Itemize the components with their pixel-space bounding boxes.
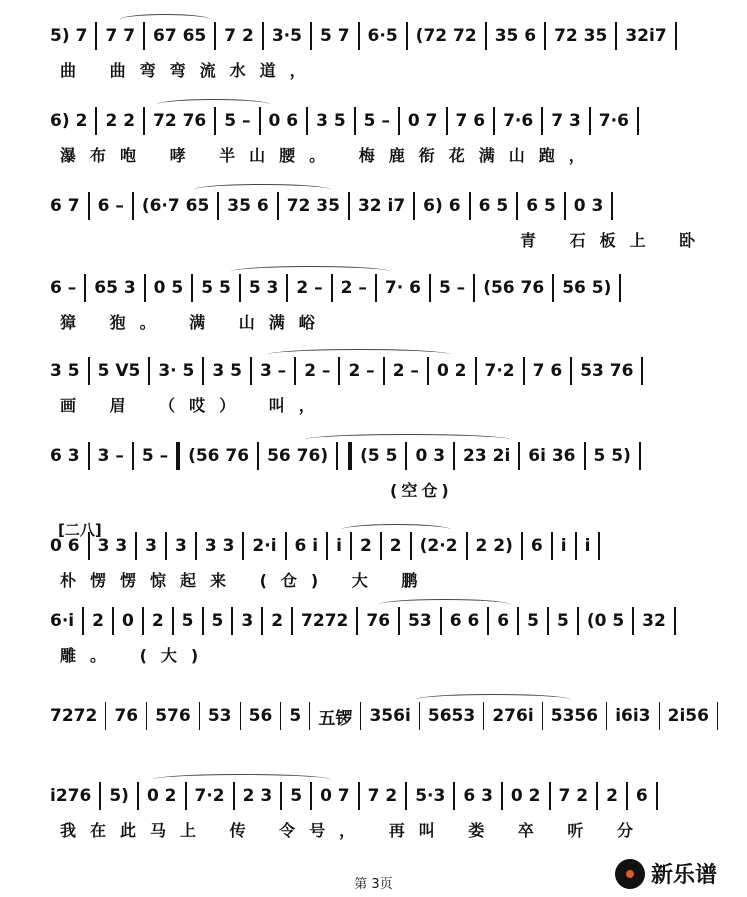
barline [137,782,139,810]
note-group: 7 2 [367,786,398,806]
barline [656,782,658,810]
barline [632,607,634,635]
barline [547,607,549,635]
barline [250,357,252,385]
barline [358,22,360,50]
note-group: 7· 6 [384,278,421,298]
barline [95,107,97,135]
lyrics-line [60,738,720,760]
note-group: 2 [151,611,164,631]
score-system [0,10,747,80]
barline [165,532,167,560]
note-group: 5 5) [593,446,631,466]
note-group: 5 [289,706,302,726]
barline [354,107,356,135]
barline [639,442,641,470]
barline [336,442,338,470]
barline [375,274,377,302]
barline [148,357,150,385]
barline [517,607,519,635]
barline [176,442,180,470]
logo-text: 新乐谱 [651,863,718,888]
note-group: 76 [366,611,391,631]
note-group: 56 76) [267,446,329,466]
barline [475,357,477,385]
note-group: 6i 36 [528,446,576,466]
barline [350,532,352,560]
note-group: (6·7 65 [141,196,210,216]
notation-line [50,782,720,810]
note-group: 5) [50,26,70,46]
barline [310,782,312,810]
note-group: 7 3 [551,111,581,131]
note-group: (56 76 [483,278,545,298]
note-group: 5 3 [248,278,279,298]
note-group: 72 35 [286,196,340,216]
note-group: 3 [241,611,254,631]
barline [419,702,420,730]
barline [172,607,174,635]
barline [358,782,360,810]
note-group: 7 [75,26,88,46]
note-group: 6 [530,536,543,556]
barline [542,702,543,730]
barline [99,782,101,810]
note-group: 7272 [301,611,349,631]
note-group: 2 3 [242,786,273,806]
note-group: 356i [369,706,411,726]
barline [564,192,566,220]
score-system [0,690,747,760]
barline [326,532,328,560]
note-group: 5 7 [319,26,350,46]
note-group: 0 [121,611,134,631]
barline [398,107,400,135]
barline [88,442,90,470]
barline [406,22,408,50]
note-group: 7 2 [224,26,254,46]
note-group: i276 [50,786,92,806]
note-group: 0 5 [153,278,184,298]
barline [191,274,193,302]
barline [88,357,90,385]
barline [132,192,134,220]
note-group: 2 [92,611,104,631]
note-group: 6 7 [50,196,80,216]
score-system [0,262,747,332]
barline [596,782,598,810]
barline [453,442,455,470]
barline [551,532,553,560]
note-group: 2 – [392,361,419,381]
note-group: 6 [635,786,648,806]
note-group: 6 [497,611,510,631]
note-group: 67 65 [153,26,207,46]
barline [143,22,145,50]
note-group: 5 – [363,111,390,131]
note-group: 5 [181,611,194,631]
note-group: 3 – [97,446,124,466]
note-group: 6) [50,111,70,131]
barline [239,274,241,302]
barline [331,274,333,302]
note-group: 65 3 [94,278,136,298]
barline [427,357,429,385]
note-group: 53 [207,706,232,726]
note-group: 5 – [438,278,466,298]
note-group: 五锣 [318,708,353,729]
note-group: i [336,536,342,556]
note-group: 2 [271,611,284,631]
barline [112,607,114,635]
note-group: 3 5 [316,111,346,131]
note-group: (2·2 [419,536,458,556]
barline [199,702,200,730]
slur-mark [416,694,570,705]
note-group: 3· 5 [158,361,195,381]
note-group: 6 5 [526,196,556,216]
note-group: 2 [359,536,372,556]
note-group: 3 5 [50,361,80,381]
note-group: 6 i [294,536,319,556]
note-group: 276i [492,706,534,726]
note-group: 0 6 [268,111,299,131]
note-group: 76 [114,706,139,726]
barline [142,607,144,635]
section-label: [二八] [58,521,102,539]
note-group: 0 2 [146,786,177,806]
barline [410,532,412,560]
slur-mark [194,184,330,195]
score-system [0,595,747,665]
notation-line [50,607,720,635]
barline [483,702,484,730]
note-group: 5) [109,786,129,806]
barline [575,532,577,560]
barline [584,442,586,470]
barline [202,607,204,635]
barline [674,607,676,635]
note-group: 7·2 [484,361,515,381]
barline [309,702,310,730]
note-group: 5 [211,611,224,631]
note-group: 2 [75,111,88,131]
slur-mark [379,599,510,610]
note-group: 7 7 [105,26,136,46]
barline [240,702,241,730]
note-group: 7272 [50,706,98,726]
note-group: 2 [606,786,618,806]
notation-line [50,192,720,220]
notation-line [50,442,720,470]
barline [413,192,415,220]
barline [544,22,546,50]
lyrics-line: 雕。 (大) [60,646,213,665]
note-group: i [560,536,567,556]
note-group: 2 – [296,278,323,298]
note-group: 2 2) [475,536,513,556]
lyrics-line: 瀑布咆 哮 半山腰。 梅鹿衔花满山跑， [60,146,599,165]
lyrics-line: 獐 狍。 满 山满峪 [60,313,329,332]
slur-mark [120,14,210,25]
barline [261,607,263,635]
note-group: 6 – [97,196,124,216]
vinyl-disc-icon [615,859,645,889]
barline [398,607,400,635]
score-system [0,520,747,590]
note-group: 5356 [550,706,599,726]
note-group: 56 5) [562,278,612,298]
note-group: 53 [408,611,432,631]
barline [606,702,607,730]
note-group: 0 2 [436,361,467,381]
note-group: 2 – [304,361,331,381]
barline [144,274,146,302]
note-group: 53 76 [580,361,634,381]
barline [473,274,475,302]
site-logo[interactable] [615,858,717,889]
barline [493,107,495,135]
note-group: 3 – [259,361,287,381]
barline [615,22,617,50]
score-system [0,345,747,415]
barline [360,702,361,730]
note-group: 0 3 [573,196,604,216]
barline [501,782,503,810]
barline [469,192,471,220]
barline [310,22,312,50]
barline [487,607,489,635]
note-group: 3 3 [204,536,235,556]
note-group: 23 2i [463,446,511,466]
barline [105,702,106,730]
note-group: (72 72 [415,26,477,46]
score-system [0,180,747,250]
note-group: 2i56 [667,706,709,726]
notation-line [50,274,720,302]
score-system [0,770,747,840]
lyrics-line: 朴愣愣惊起来 (仓) 大 鹏 [60,571,432,590]
barline [286,274,288,302]
barline [383,357,385,385]
note-group: 3 [145,536,157,556]
note-group: 6·5 [367,26,398,46]
note-group: 2 2 [105,111,136,131]
note-group: 0 7 [407,111,438,131]
barline [549,782,551,810]
note-group: 6 – [50,278,77,298]
note-group: 6·i [50,611,75,631]
note-group: 35 6 [227,196,269,216]
lyrics-line: 我在此马上 传 令号， 再叫 娄 卒 听 分 [60,821,647,840]
barline [233,782,235,810]
note-group: 6) [423,196,443,216]
barline [356,607,358,635]
note-group: 5 [556,611,569,631]
note-group: 6 6 [449,611,480,631]
barline [429,274,431,302]
barline [259,107,261,135]
barline [521,532,523,560]
barline [466,532,468,560]
barline [88,192,90,220]
barline [485,22,487,50]
barline [291,607,293,635]
note-group: 3 5 [212,361,242,381]
barline [231,607,233,635]
note-group: 0 2 [510,786,541,806]
note-group: (5 5 [360,446,398,466]
barline [380,532,382,560]
barline [306,107,308,135]
note-group: 72 35 [554,26,608,46]
barline [338,357,340,385]
note-group: 32i7 [625,26,667,46]
slur-mark [268,349,450,360]
barline [541,107,543,135]
notation-line [50,22,720,50]
note-group: 32 [642,611,666,631]
note-group: 7 6 [455,111,486,131]
note-group: i [584,536,591,556]
barline [626,782,628,810]
note-group: 5 V5 [97,361,141,381]
barline [552,274,554,302]
barline [348,442,352,470]
barline [294,357,296,385]
note-group: 32 i7 [357,196,406,216]
lyrics-line: 曲 曲弯弯流水道， [60,61,320,80]
barline [82,607,84,635]
barline [132,442,134,470]
notation-line [50,702,720,730]
slur-mark [305,434,510,445]
note-group: 72 76 [153,111,207,131]
slur-mark [342,524,450,535]
note-group: 6 5 [478,196,509,216]
note-group: 3 3 [97,536,128,556]
note-group: 0 6 [50,536,80,556]
barline [285,532,287,560]
note-group: 3 [175,536,187,556]
barline [453,782,455,810]
note-group: i6i3 [615,706,651,726]
note-group: 3·5 [271,26,302,46]
score-system [0,95,747,165]
barline [214,107,216,135]
note-group: 5 [527,611,539,631]
note-group: (56 76 [188,446,250,466]
barline [405,782,407,810]
lyrics-line: 青 石板上 卧 [520,231,710,250]
lyrics-line: 画 眉 （哎） 叫， [60,396,329,415]
barline [262,22,264,50]
note-group: 5 [290,786,303,806]
lyrics-line: (空仓) [390,481,453,500]
barline [598,532,600,560]
slur-mark [157,99,270,110]
notation-line [50,357,720,385]
note-group: 6 3 [50,446,80,466]
barline [446,107,448,135]
notation-line [50,532,720,560]
note-group: 5 – [224,111,251,131]
barline [523,357,525,385]
page-number: 第 3页 [354,877,393,892]
score-system [0,430,747,500]
barline [202,357,204,385]
barline [242,532,244,560]
note-group: 0 7 [320,786,350,806]
note-group: 2 [389,536,402,556]
barline [675,22,677,50]
note-group: 56 [248,706,273,726]
barline [95,22,97,50]
note-group: (0 5 [586,611,625,631]
barline [348,192,350,220]
note-group: 6 [448,196,461,216]
barline [217,192,219,220]
note-group: 7·2 [194,786,225,806]
note-group: 0 3 [415,446,446,466]
slur-mark [231,266,390,277]
barline [185,782,187,810]
note-group: 5·3 [415,786,446,806]
note-group: 7 2 [558,786,589,806]
barline [280,702,281,730]
note-group: 2 – [340,278,367,298]
note-group: 35 6 [494,26,537,46]
barline [637,107,639,135]
note-group: 2·i [252,536,277,556]
notation-line [50,107,720,135]
barline [214,22,216,50]
note-group: 6 3 [463,786,493,806]
barline [619,274,621,302]
note-group: 7·6 [503,111,534,131]
note-group: 5 – [141,446,169,466]
note-group: 5653 [427,706,476,726]
barline [518,442,520,470]
barline [659,702,660,730]
barline [143,107,145,135]
slur-mark [153,774,330,785]
note-group: 7·6 [598,111,629,131]
note-group: 7 6 [532,361,563,381]
barline [84,274,86,302]
note-group: 576 [155,706,191,726]
barline [405,442,407,470]
barline [570,357,572,385]
barline [277,192,279,220]
barline [611,192,613,220]
barline [135,532,137,560]
barline [195,532,197,560]
barline [589,107,591,135]
barline [577,607,579,635]
barline [440,607,442,635]
barline [516,192,518,220]
note-group: 2 – [348,361,375,381]
barline [641,357,643,385]
barline [146,702,147,730]
barline [280,782,282,810]
note-group: 5 5 [201,278,231,298]
barline [717,702,718,730]
barline [257,442,259,470]
